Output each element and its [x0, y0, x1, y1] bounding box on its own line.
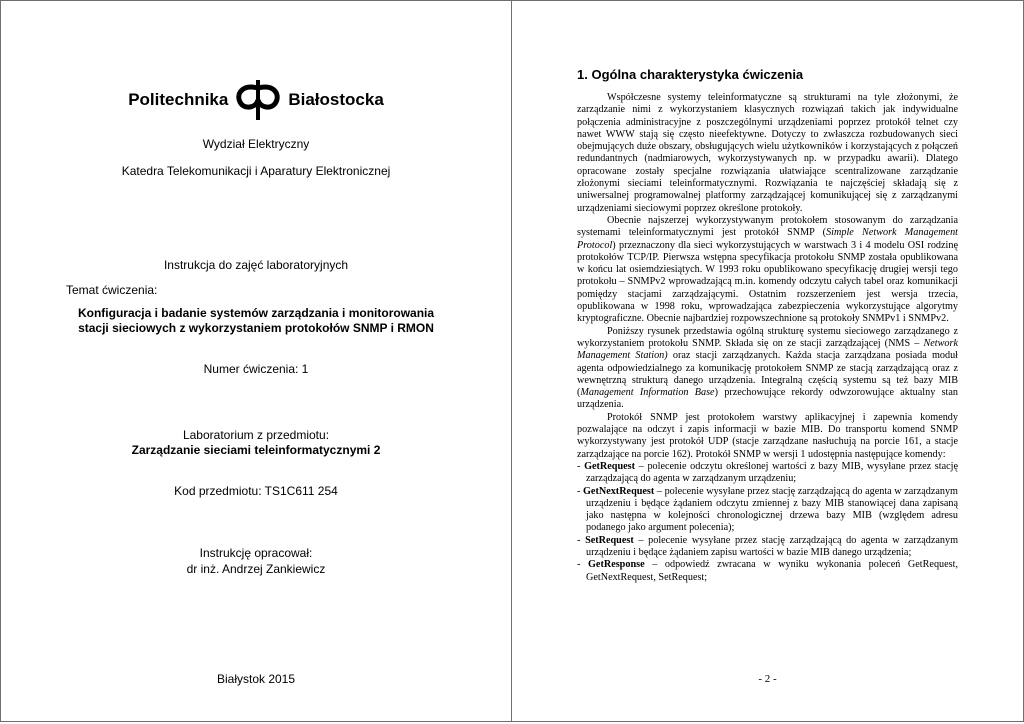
course-code: Kod przedmiotu: TS1C611 254	[174, 484, 338, 498]
author-name: dr inż. Andrzej Zankiewicz	[186, 562, 326, 576]
instruction-title: Instrukcja do zajęć laboratoryjnych	[163, 258, 349, 272]
university-header	[0, 78, 512, 122]
paragraph-4: Protokół SNMP jest protokołem warstwy aplikacyjnej i zapewnia komendy pozwalające na odczyt i zapis informacji w bazie MIB. Do transportu komend SNMP wykorzystywany jest protokół UDP (stacje zarządzane nasłuchują na porcie 161, a stacje zarządzające na porcie 162). Protokół SNMP w wersji 1 udostępnia następujące komendy:	[577, 411, 958, 460]
topic-line-1: Konfiguracja i badanie systemów zarządzania i monitorowania	[77, 306, 435, 320]
lab-label: Laboratorium z przedmiotu:	[182, 428, 330, 442]
paragraph-1: Współczesne systemy teleinformatyczne są strukturami na tyle złożonymi, że zarządzanie nimi z wykorzystaniem klasycznych rozwiązań takich jak indywidualne połączenia administracyjne z poszczególnymi urządzeniami poprzez protokół telnet czy nawet WWW stają się często nieefektywne. Dotyczy to zwłaszcza rozbudowanych sieci obejmujących duże obszary, obsługujących wielu użytkowników i korzystających z połączeń redundantnych (nadmiarowych, wykorzystywanych np. w przypadku awarii). Dlatego opracowane zostały specjalne rozwiązania ułatwiające scentralizowane zarządzanie złożonymi sieciami teleinformatycznymi. Rozwiązania te najczęściej składają się z uniwersalnej programowalnej platformy zarządzającej komunikującej się z zarządzanymi urządzeniami sieciowymi poprzez określone protokoły.	[577, 92, 958, 214]
topic-line-2: stacji sieciowych z wykorzystaniem protokołów SNMP i RMON	[78, 321, 434, 335]
department-name: Katedra Telekomunikacji i Aparatury Elektronicznej	[121, 164, 391, 178]
university-name-part2: Białostocka	[288, 90, 384, 109]
list-item: - GetRequest – polecenie odczytu określonej wartości z bazy MIB, wysyłane przez stację zarządzającą do agenta w zarządzanym urządzeniu;	[577, 461, 958, 486]
list-item: - SetRequest – polecenie wysyłane przez stację zarządzającą do agenta w zarządzanym urządzeniu i będące żądaniem zapisu wartości w bazie MIB danego urządzenia;	[577, 535, 958, 560]
course-name: Zarządzanie sieciami teleinformatycznymi 2	[131, 443, 381, 457]
list-item: - GetNextRequest – polecenie wysyłane przez stację zarządzającą do agenta w zarządzanym urządzeniu i będące żądaniem odczytu zmiennej z bazy MIB stanowiącej dana zapisaną jako następna w kolejności chronologicznej drzewa bazy MIB (względem adresu podanego jako argument polecenia);	[577, 486, 958, 535]
faculty-name: Wydział Elektryczny	[202, 137, 310, 151]
list-item: - GetResponse – odpowiedź zwracana w wyniku wykonania poleceń GetRequest, GetNextRequest, SetRequest;	[577, 559, 958, 584]
section-body	[577, 92, 958, 584]
paragraph-3: Poniższy rysunek przedstawia ogólną strukturę systemu sieciowego zarządzanego z wykorzystaniem protokołu SNMP. Składa się on ze stacji zarządzającej (NMS – Network Management Station) oraz stacji zarządzanych. Każda stacja zarządzana posiada moduł agenta odpowiedzialnego za komunikację protokołem SNMP ze stacją zarządzającą oraz z wewnętrzną strukturą danego urządzenia. Integralną częścią systemu są też bazy MIB (Management Information Base) przechowujące rekordy odwzorowujące aktualny stan urządzenia.	[577, 325, 958, 411]
page-number: - 2 -	[758, 673, 777, 685]
topic-label: Temat ćwiczenia:	[66, 283, 158, 297]
exercise-number: Numer ćwiczenia: 1	[203, 362, 309, 376]
paragraph-2: Obecnie najszerzej wykorzystywanym protokołem stosowanym do zarządzania systemami teleinformatycznymi jest protokół SNMP (Simple Network Management Protocol) przeznaczony dla sieci wykorzystujących w warstwach 3 i 4 modelu OSI rodzinę protokołów TCP/IP. Pierwsza wstępna specyfikacja protokołu SNMP została opublikowana w końcu lat osiemdziesiątych. W 1993 roku opublikowano specyfikację drugiej wersji tego protokołu – SNMPv2 wprowadzającą m.in. komendy odczytu całych tabel oraz komunikacji pomiędzy stacjami zarządzającymi. Ostatnim rozszerzeniem jest wersja trzecia, opublikowana w 1998 roku, wprowadzająca zabezpieczenia wykorzystujące algorytmy kryptograficzne. Obecnie najbardziej rozpowszechnione są protokoły SNMPv1 i SNMPv2.	[577, 214, 958, 325]
section-heading: 1. Ogólna charakterystyka ćwiczenia	[577, 67, 804, 82]
university-name-part1: Politechnika	[128, 90, 229, 109]
author-label: Instrukcję opracował:	[199, 546, 313, 560]
command-list	[577, 461, 958, 584]
university-logo-icon	[232, 78, 284, 122]
left-footer: Białystok 2015	[216, 672, 296, 686]
